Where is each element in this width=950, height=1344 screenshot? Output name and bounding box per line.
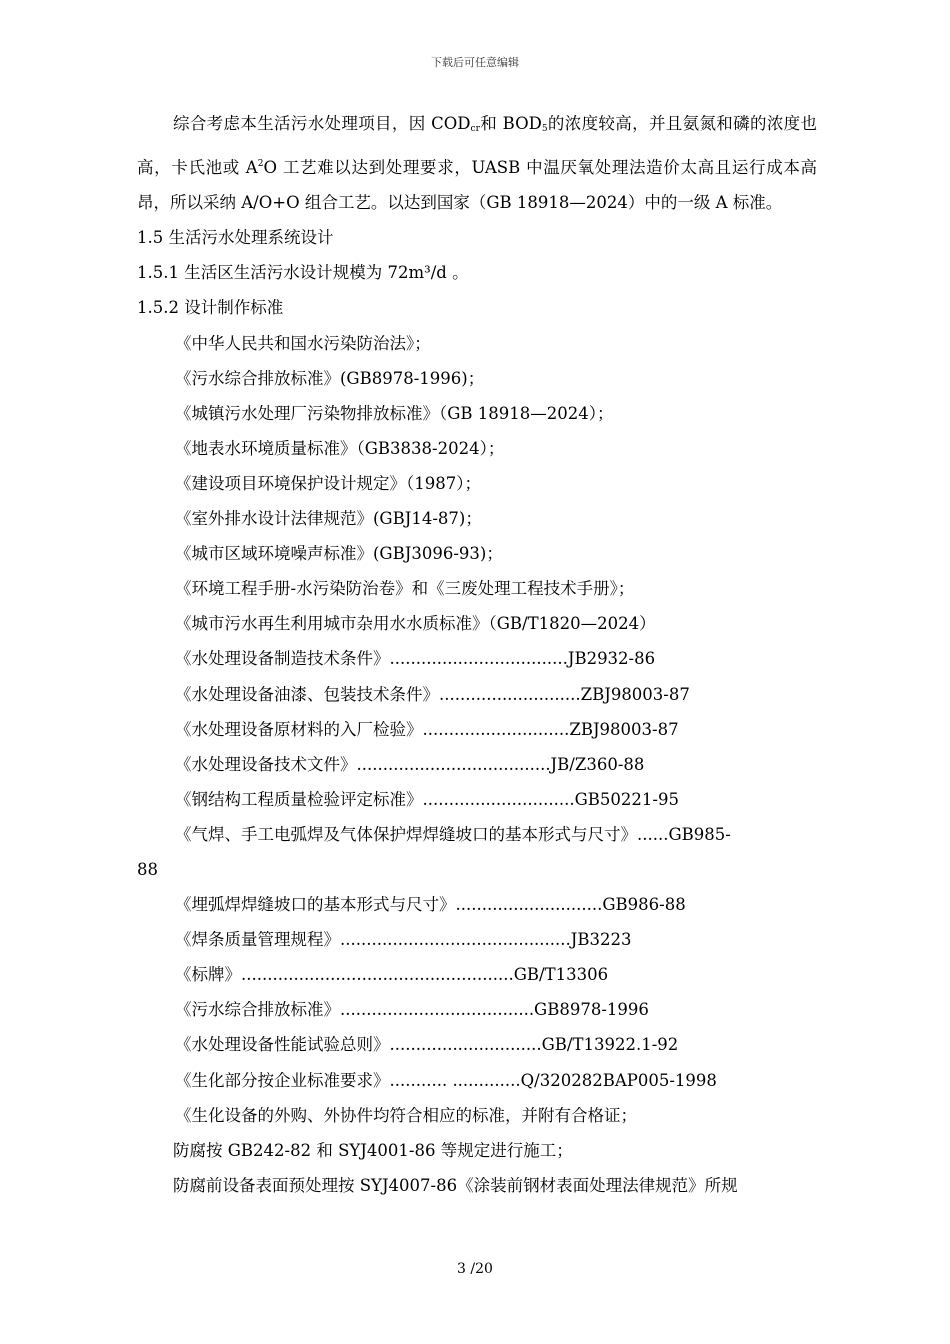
standard-item: 《水处理设备技术文件》.....................................JB/Z360-88 bbox=[175, 754, 645, 774]
closing-line: 防腐前设备表面预处理按 SYJ4007-86《涂装前钢材表面处理法律规范》所规 bbox=[173, 1175, 738, 1195]
standard-item: 《室外排水设计法律规范》(GBJ14-87)； bbox=[175, 509, 482, 529]
standard-item: 《水处理设备制造技术条件》..................................JB2932-86 bbox=[175, 649, 656, 669]
standard-item: 《污水综合排放标准》.....................................GB8978-1996 bbox=[175, 1000, 649, 1020]
intro-text-d: O 工艺难以达到处理要求，UASB 中温厌氧处理法造价太高且运行成本高昂，所以采纳 A/O+O 组合工艺。以达到国家（GB 18918—2024）中的一级 A 标准。 bbox=[137, 158, 817, 213]
standard-item: 《标牌》....................................................GB/T13306 bbox=[175, 965, 609, 985]
standard-item: 《城市污水再生利用城市杂用水水质标准》（GB/T1820—2024） bbox=[175, 614, 656, 634]
standard-item: 《焊条质量管理规程》............................................JB3223 bbox=[175, 930, 632, 950]
document-body bbox=[137, 106, 817, 1203]
standard-item: 《环境工程手册-水污染防治卷》和《三废处理工程技术手册》； bbox=[175, 579, 635, 599]
standard-item: 《生化设备的外购、外协件均符合相应的标准，并附有合格证； bbox=[175, 1105, 637, 1125]
standard-item: 《气焊、手工电弧焊及气体保护焊焊缝坡口的基本形式与尺寸》......GB985- bbox=[175, 824, 731, 844]
page-header: 下载后可任意编辑 bbox=[431, 56, 519, 69]
cod-subscript: cr bbox=[470, 124, 480, 134]
section-heading-1-5: 1.5 生活污水处理系统设计 bbox=[137, 228, 334, 248]
standard-item: 《城市区域环境噪声标准》(GBJ3096-93)； bbox=[175, 544, 503, 564]
intro-text-c: 的浓度较高，并且氨氮和磷的浓度也高，卡氏池或 A bbox=[137, 114, 817, 178]
standard-item-wrap: 88 bbox=[137, 859, 158, 879]
standard-item: 《污水综合排放标准》(GB8978-1996)； bbox=[175, 368, 485, 388]
intro-paragraph bbox=[137, 106, 817, 220]
intro-text-b: 和 BOD bbox=[479, 114, 542, 133]
section-heading-1-5-2: 1.5.2 设计制作标准 bbox=[137, 298, 284, 318]
closing-line: 防腐按 GB242-82 和 SYJ4001-86 等规定进行施工； bbox=[173, 1140, 573, 1160]
standard-item: 《中华人民共和国水污染防治法》； bbox=[175, 333, 431, 353]
standard-item: 《水处理设备油漆、包装技术条件》...........................ZBJ98003-87 bbox=[175, 684, 690, 704]
page-number: 3 /20 bbox=[457, 1261, 493, 1277]
standard-item: 《钢结构工程质量检验评定标准》.............................GB50221-95 bbox=[175, 789, 679, 809]
standard-item: 《生化部分按企业标准要求》........... .............Q/320282BAP005-1998 bbox=[175, 1070, 717, 1090]
standard-item: 《埋弧焊焊缝坡口的基本形式与尺寸》............................GB986-88 bbox=[175, 895, 686, 915]
bod-subscript: 5 bbox=[541, 124, 548, 134]
standard-item: 《建设项目环境保护设计规定》（1987）； bbox=[175, 473, 481, 493]
standard-item: 《地表水环境质量标准》（GB3838-2024）； bbox=[175, 438, 505, 458]
section-heading-1-5-1: 1.5.1 生活区生活污水设计规模为 72m³/d 。 bbox=[137, 263, 469, 283]
intro-text-a: 综合考虑本生活污水处理项目，因 COD bbox=[173, 114, 471, 133]
standard-item: 《水处理设备原材料的入厂检验》............................ZBJ98003-87 bbox=[175, 719, 679, 739]
a-superscript: 2 bbox=[257, 159, 264, 170]
standard-item: 《水处理设备性能试验总则》.............................GB/T13922.1-92 bbox=[175, 1035, 679, 1055]
standard-item: 《城镇污水处理厂污染物排放标准》（GB 18918—2024）； bbox=[175, 403, 614, 423]
